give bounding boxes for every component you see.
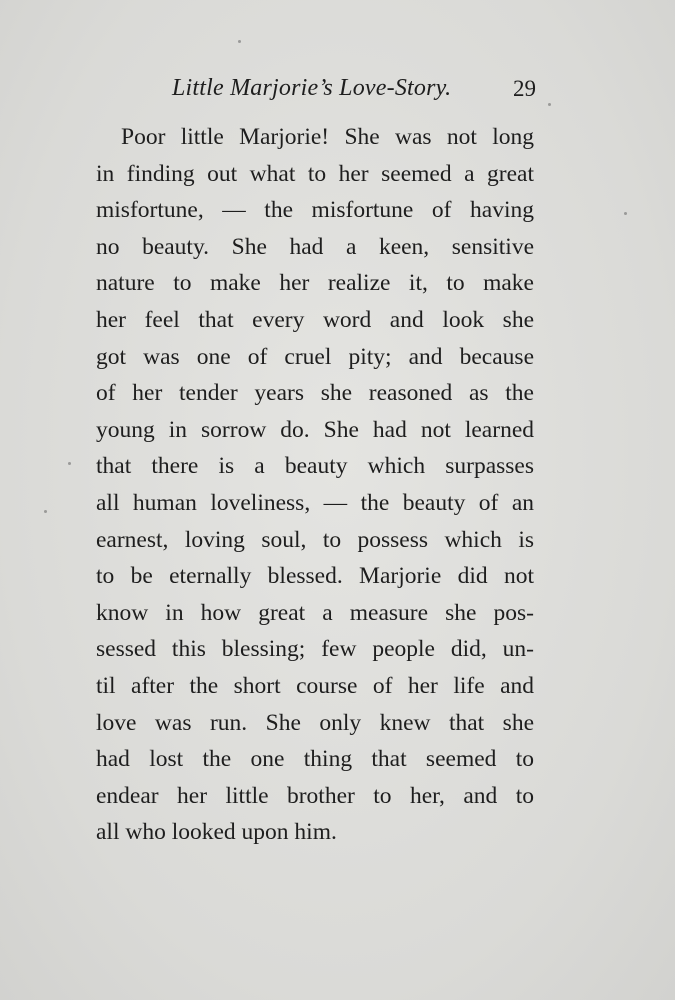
text-line: all who looked upon him. (96, 819, 337, 846)
text-line: her feel that every word and look she (96, 306, 534, 333)
running-header (96, 70, 536, 110)
paper-speck (548, 103, 551, 106)
text-line: misfortune, — the misfortune of having (96, 197, 534, 224)
paper-speck (624, 212, 627, 215)
text-line: Poor little Marjorie! She was not long (121, 124, 534, 150)
text-line: nature to make her realize it, to make (96, 270, 534, 297)
text-line: all human loveliness, — the beauty of an (96, 489, 534, 516)
page-number: 29 (513, 76, 536, 101)
text-line: til after the short course of her life and (96, 672, 534, 699)
text-line: endear her little brother to her, and to (96, 782, 534, 809)
text-line: no beauty. She had a keen, sensitive (96, 233, 534, 260)
text-line: got was one of cruel pity; and because (96, 343, 534, 370)
text-line: love was run. She only knew that she (96, 709, 534, 736)
paper-speck (238, 40, 241, 43)
text-line: to be eternally blessed. Marjorie did not (96, 563, 534, 590)
text-line: sessed this blessing; few people did, un- (96, 636, 534, 663)
running-title: Little Marjorie’s Love-Story. (172, 75, 452, 101)
text-line: in finding out what to her seemed a great (96, 160, 534, 187)
text-line: young in sorrow do. She had not learned (96, 416, 534, 443)
paper-speck (44, 510, 47, 513)
text-line: had lost the one thing that seemed to (96, 746, 534, 773)
paper-speck (68, 462, 71, 465)
body-paragraph (96, 119, 534, 851)
text-line: earnest, loving soul, to possess which is (96, 526, 534, 553)
text-line: of her tender years she reasoned as the (96, 380, 534, 407)
text-line: know in how great a measure she pos- (96, 599, 534, 626)
text-line: that there is a beauty which surpasses (96, 453, 534, 480)
